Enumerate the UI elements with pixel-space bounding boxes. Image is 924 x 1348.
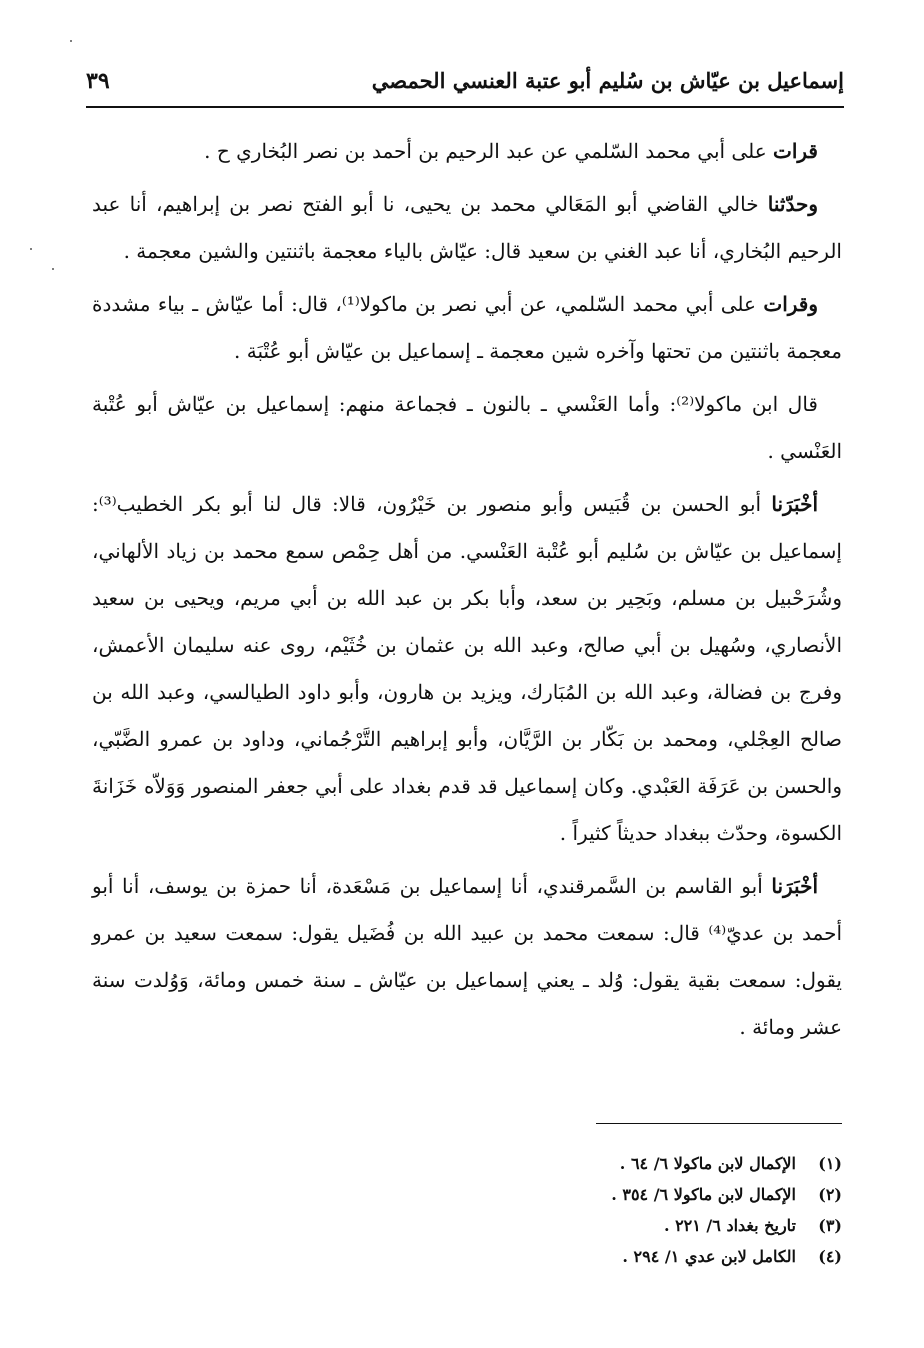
footnote-3	[300, 1210, 842, 1241]
running-head	[86, 64, 844, 104]
scan-speck	[30, 248, 32, 250]
footnote-text: الإكمال لابن ماكولا ٦/ ٣٥٤ .	[611, 1185, 796, 1204]
footnote-rule	[596, 1123, 842, 1124]
paragraph-4	[92, 381, 842, 475]
paragraph-keyword: وحدّثنا	[767, 192, 818, 216]
scan-speck	[70, 40, 72, 42]
paragraph-1	[92, 128, 842, 175]
paragraph-5	[92, 481, 842, 857]
scan-speck	[52, 268, 54, 270]
paragraph-text: على أبي محمد السّلمي، عن أبي نصر بن ماكولا⁽¹⁾، قال: أما عيّاش ـ بياء مشددة معجمة باثنتين من تحتها وآخره شين معجمة ـ إسماعيل بن عيّاش أبو عُتْبَة .	[92, 292, 842, 363]
footnote-number: (١)	[818, 1154, 842, 1173]
paragraph-text: أبو الحسن بن قُبَيس وأبو منصور بن خَيْرُون، قالا: قال لنا أبو بكر الخطيب⁽³⁾: إسماعيل بن عيّاش بن سُليم أبو عُتْبة العَنْسي. من أهل حِمْص سمع محمد بن زياد الألهاني، وشُرَحْبيل بن مسلم، وبَحِير بن سعد، وأبا بكر بن عبد الله بن أبي مريم، ويحيى بن سعيد الأنصاري، وسُهيل بن أبي صالح، وعبد الله بن عثمان بن خُثَيْم، روى عنه سليمان الأعمش، وفرج بن فضالة، وعبد الله بن المُبَارك، ويزيد بن هارون، وأبو داود الطيالسي، وعبد الله بن صالح العِجْلي، ومحمد بن بَكّار بن الرَّيَّان، وأبو إبراهيم التَّرْجُماني، وداود بن عمرو الضَّبّي، والحسن بن عَرَفَة العَبْدي. وكان إسماعيل قد قدم بغداد على أبي جعفر المنصور وَوَلاّه خَزَانةَ الكسوة، وحدّث ببغداد حديثاً كثيراً .	[92, 492, 842, 845]
paragraph-text: خالي القاضي أبو المَعَالي محمد بن يحيى، نا أبو الفتح نصر بن إبراهيم، أنا عبد الرحيم البُخاري، أنا عبد الغني بن سعيد قال: عيّاش بالياء معجمة باثنتين والشين معجمة .	[92, 192, 842, 263]
footnote-text: الكامل لابن عدي ١/ ٢٩٤ .	[622, 1247, 796, 1266]
header-rule	[86, 106, 844, 108]
paragraph-text: أبو القاسم بن السَّمرقندي، أنا إسماعيل بن مَسْعَدة، أنا حمزة بن يوسف، أنا أبو أحمد بن عديّ⁽⁴⁾ قال: سمعت محمد بن عبيد الله بن فُضَيل يقول: سمعت سعيد بن عمرو يقول: سمعت بقية يقول: وُلد ـ يعني إسماعيل بن عيّاش ـ سنة خمس ومائة، وَوُلدت سنة عشر ومائة .	[92, 874, 843, 1039]
footnote-text: الإكمال لابن ماكولا ٦/ ٦٤ .	[619, 1154, 796, 1173]
paragraph-text: قال ابن ماكولا⁽²⁾: وأما العَنْسي ـ بالنون ـ فجماعة منهم: إسماعيل بن عيّاش أبو عُتْبة العَنْسي .	[92, 392, 842, 463]
running-title: إسماعيل بن عيّاش بن سُليم أبو عتبة العنسي الحمصي	[371, 68, 844, 93]
paragraph-keyword: أخْبَرَنا	[771, 874, 818, 898]
page-number: ٣٩	[86, 68, 110, 94]
paragraph-2	[92, 181, 842, 275]
body-text	[92, 128, 842, 1057]
paragraph-keyword: وقرات	[763, 292, 818, 316]
paragraph-6	[92, 863, 842, 1051]
footnotes	[300, 1148, 842, 1272]
paragraph-3	[92, 281, 842, 375]
footnote-number: (٣)	[818, 1216, 842, 1235]
paragraph-keyword: أخْبَرَنا	[771, 492, 818, 516]
footnote-4	[300, 1241, 842, 1272]
footnote-1	[300, 1148, 842, 1179]
footnote-2	[300, 1179, 842, 1210]
footnote-number: (٤)	[818, 1247, 842, 1266]
paragraph-keyword: قرات	[773, 139, 818, 163]
footnote-number: (٢)	[818, 1185, 842, 1204]
footnote-text: تاريخ بغداد ٦/ ٢٢١ .	[663, 1216, 796, 1235]
paragraph-text: على أبي محمد السّلمي عن عبد الرحيم بن أحمد بن نصر البُخاري ح .	[204, 139, 774, 163]
